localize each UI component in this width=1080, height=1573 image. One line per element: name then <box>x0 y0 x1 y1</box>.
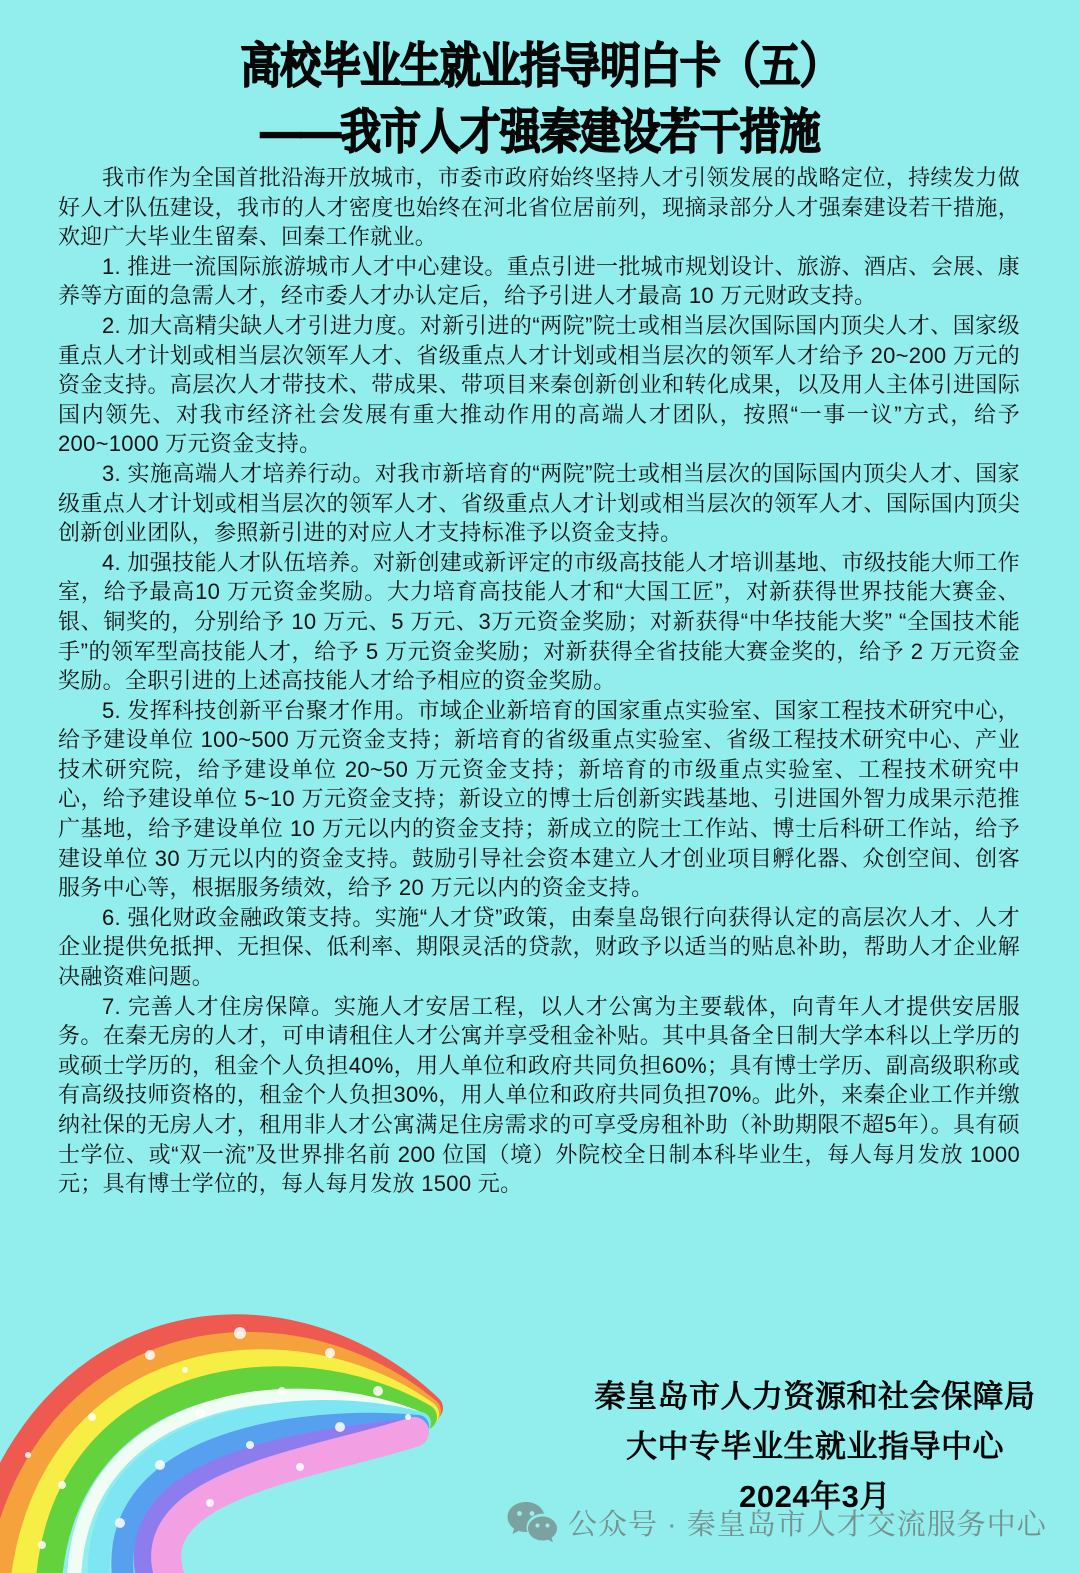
measure-3-paragraph: 3. 实施高端人才培养行动。对我市新培育的“两院”院士或相当层次的国际国内顶尖人才、国家级重点人才计划或相当层次的领军人才、省级重点人才计划或相当层次的领军人才、国际国内顶尖创新创业团队，参照新引进的对应人才支持标准予以资金支持。 <box>58 460 1020 546</box>
measure-5-paragraph: 5. 发挥科技创新平台聚才作用。市域企业新培育的国家重点实验室、国家工程技术研究中心，给予建设单位 100~500 万元资金支持；新培育的省级重点实验室、省级工程技术研究中心、产业技术研究院，给予建设单位 20~50 万元资金支持；新培育的市级重点实验室、工程技术研究中心，给予建设单位 5~10 万元资金支持；新设立的博士后创新实践基地、引进国外智力成果示范推广基地，给予建设单位 10 万元以内的资金支持；新成立的院士工作站、博士后科研工作站，给予建设单位 30 万元以内的资金支持。鼓励引导社会资本建立人才创业项目孵化器、众创空间、创客服务中心等，根据服务绩效，给予 20 万元以内的资金支持。 <box>58 697 1020 901</box>
measure-1-paragraph: 1. 推进一流国际旅游城市人才中心建设。重点引进一批城市规划设计、旅游、酒店、会展、康养等方面的急需人才，经市委人才办认定后，给予引进人才最高 10 万元财政支持。 <box>58 253 1020 309</box>
title-line-1: 高校毕业生就业指导明白卡（五） <box>240 40 840 93</box>
measure-6-paragraph: 6. 强化财政金融政策支持。实施“人才贷”政策，由秦皇岛银行向获得认定的高层次人才、人才企业提供免抵押、无担保、低利率、期限灵活的贷款，财政予以适当的贴息补助，帮助人才企业解决融资难问题。 <box>58 904 1020 990</box>
title-line-2: ——我市人才强秦建设若干措施 <box>260 106 820 159</box>
measure-4-paragraph: 4. 加强技能人才队伍培养。对新创建或新评定的市级高技能人才培训基地、市级技能大师工作室，给予最高10 万元资金奖励。大力培育高技能人才和“大国工匠”，对新获得世界技能大赛金、银、铜奖的，分别给予 10 万元、5 万元、3万元资金奖励；对新获得“中华技能大奖” “全国技术能手”的领军型高技能人才，给予 5 万元资金奖励；对新获得全省技能大赛金奖的，给予 2 万元资金奖励。全职引进的上述高技能人才给予相应的资金奖励。 <box>58 549 1020 694</box>
page-title <box>81 34 999 166</box>
measure-2-paragraph: 2. 加大高精尖缺人才引进力度。对新引进的“两院”院士或相当层次国际国内顶尖人才、国家级重点人才计划或相当层次领军人才、省级重点人才计划或相当层次的领军人才给予 20~200 万元的资金支持。高层次人才带技术、带成果、带项目来秦创新创业和转化成果，以及用人主体引进国际国内领先、对我市经济社会发展有重大推动作用的高端人才团队，按照“一事一议”方式，给予 200~1000 万元资金支持。 <box>58 312 1020 457</box>
intro-paragraph: 我市作为全国首批沿海开放城市，市委市政府始终坚持人才引领发展的战略定位，持续发力做好人才队伍建设，我市的人才密度也始终在河北省位居前列，现摘录部分人才强秦建设若干措施，欢迎广大毕业生留秦、回秦工作就业。 <box>58 165 1020 250</box>
rainbow-image <box>0 1295 475 1573</box>
watermark <box>506 1500 1047 1544</box>
org-name-line-1: 秦皇岛市人力资源和社会保障局 <box>594 1379 1036 1414</box>
signature-date: 2024年3月 <box>739 1479 891 1514</box>
wechat-icon <box>506 1500 558 1544</box>
measure-7-paragraph: 7. 完善人才住房保障。实施人才安居工程，以人才公寓为主要载体，向青年人才提供安居服务。在秦无房的人才，可申请租住人才公寓并享受租金补贴。其中具备全日制大学本科以上学历的或硕士学历的，租金个人负担40%，用人单位和政府共同负担60%；具有博士学历、副高级职称或有高级技师资格的，租金个人负担30%，用人单位和政府共同负担70%。此外，来秦企业工作并缴纳社保的无房人才，租用非人才公寓满足住房需求的可享受房租补助（补助期限不超5年）。具有硕士学位、或“双一流”及世界排名前 200 位国（境）外院校全日制本科毕业生，每人每月发放 1000 元；具有博士学位的，每人每月发放 1500 元。 <box>58 993 1020 1197</box>
org-name-line-2: 大中专毕业生就业指导中心 <box>626 1429 1004 1464</box>
watermark-text: 公众号 · 秦皇岛市人才交流服务中心 <box>568 1508 1047 1541</box>
document-body <box>58 163 1020 1199</box>
